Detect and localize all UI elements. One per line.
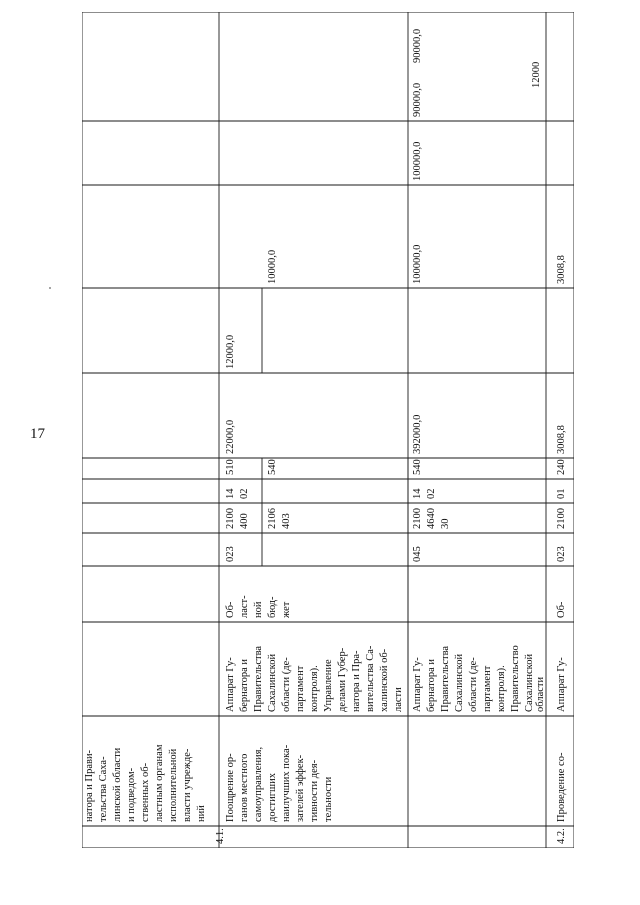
- row-4-1-rzpr-2: 14 02: [412, 488, 437, 499]
- row-4-1-executor-2: Аппарат Гу- бернатора и Правительства Сахалинской области (де- партамент контроля). Правительство Сахалинской области: [412, 645, 546, 712]
- row-4-1-source: Об- ласт- ной бюд- жет: [225, 595, 292, 618]
- row-4-1-csr-2: 2100 4640 30: [412, 508, 451, 529]
- rotated-table: [82, 12, 574, 848]
- continuation-name: натора и Прави- тельства Саха- линской области и подведом- ственных об- ластным органам исполнительной власти учрежде- ний: [84, 744, 207, 822]
- row-4-2-name: Проведение со-: [556, 752, 567, 822]
- table-grid: [82, 12, 574, 848]
- row-4-1-year4-2: 100000,0: [412, 141, 423, 181]
- table-drawing: [82, 12, 574, 848]
- row-4-1-rzpr-1: 14 02: [225, 488, 250, 499]
- row-4-2-rzpr: 01: [556, 488, 567, 499]
- row-4-1-year5-2: 90000,0: [412, 82, 423, 117]
- row-4-1-csr-1b: 2106 403: [267, 508, 292, 529]
- row-4-1-year6-2: 90000,0: [412, 28, 423, 63]
- row-4-1-total-1: 22000,0: [225, 419, 236, 454]
- row-4-1-year3-2: 100000,0: [412, 244, 423, 284]
- row-4-2-year2: 3008,8: [556, 255, 567, 284]
- continuation-amount: 12000: [531, 61, 542, 88]
- row-4-2-executor: Аппарат Гу-: [556, 657, 567, 712]
- row-4-2-grbs: 023: [556, 546, 567, 562]
- row-4-1-name: Поощрение ор- ганов местного самоуправления, достигших наилучших пока- зателей эффек- тивности дея- тельности: [225, 744, 334, 822]
- row-4-1-year2-1: 10000,0: [267, 249, 278, 284]
- row-4-2-total: 3008,8: [556, 425, 567, 454]
- row-4-1-csr-1: 2100 400: [225, 508, 250, 529]
- row-4-2-number: 4.2.: [556, 828, 567, 844]
- row-4-2-csr: 2100: [556, 508, 567, 529]
- scan-speck: [49, 287, 51, 289]
- row-4-2-source: Об-: [556, 601, 567, 618]
- row-4-1-vr-1: 510: [225, 459, 236, 475]
- row-4-1-grbs-1: 023: [225, 546, 236, 562]
- page-number: 17: [30, 426, 45, 442]
- row-4-1-vr-2: 540: [412, 459, 423, 475]
- row-4-1-grbs-2: 045: [412, 546, 423, 562]
- row-4-1-vr-1b: 540: [267, 459, 278, 475]
- row-4-1-number: 4.1.: [215, 828, 226, 844]
- row-4-2-vr: 240: [556, 459, 567, 475]
- row-4-1-total-2: 392000,0: [412, 414, 423, 454]
- row-4-1-executor-1: Аппарат Гу- бернатора и Правительства Сахалинской области (де- партамент контроля). Управление делами Губер- натора и Пра- вительства Са- халинской об- ласти: [225, 645, 404, 712]
- budget-table: [82, 12, 574, 848]
- row-4-1-year1-1: 12000,0: [225, 334, 236, 369]
